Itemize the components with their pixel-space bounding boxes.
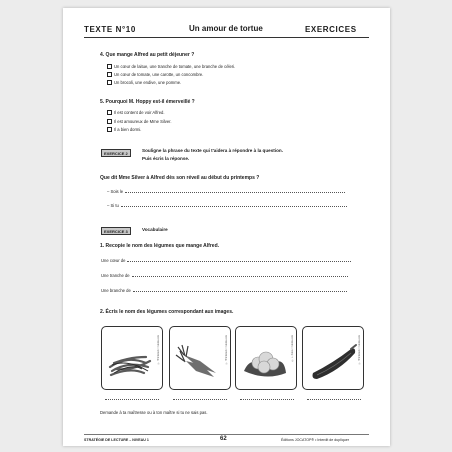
image-zucchini — [302, 326, 364, 390]
vocab-line-1[interactable]: Une cœur de — [101, 258, 351, 263]
exercise-3-question-1: 1. Recopie le nom des légumes que mange Alfred. — [100, 243, 220, 249]
zucchini-icon — [303, 327, 363, 389]
worksheet-page — [63, 8, 390, 446]
footer-right: Éditions JOCATOP® • Interdit de dupliquer — [281, 438, 350, 442]
image-answer-line-3[interactable] — [240, 396, 294, 400]
checkbox[interactable] — [107, 119, 112, 124]
section-label: EXERCICES — [305, 25, 357, 34]
exercise-3-question-2: 2. Écris le nom des légumes correspondant aux images. — [100, 309, 234, 315]
exercise-3-tag: EXERCICE 3 — [101, 227, 131, 235]
dotted-line — [133, 288, 347, 292]
checkbox[interactable] — [107, 64, 112, 69]
q5-option-3[interactable]: Il a bien dormi. — [107, 127, 141, 132]
image-credit-3: © L. Zotov / Fotolia.com — [291, 335, 294, 362]
texte-number: TEXTE N°10 — [84, 25, 136, 34]
answer-line-1[interactable]: – Sois le — [107, 189, 345, 194]
footer-rule — [84, 434, 369, 435]
checkbox[interactable] — [107, 110, 112, 115]
image-answer-line-2[interactable] — [173, 396, 227, 400]
exercise-3-title: Vocabulaire — [142, 227, 168, 232]
page-number: 62 — [220, 436, 227, 442]
exercise-2-question: Que dit Mme Silver à Alfred dès son réveil au début du printemps ? — [100, 175, 260, 181]
q5-option-1[interactable]: Il est content de voir Alfred. — [107, 110, 165, 115]
q4-option-1[interactable]: Un cœur de laitue, une tranche de tomate, une branche de céleri. — [107, 64, 235, 69]
image-credit-1: © Thinkstock / Fotolia.com — [157, 335, 160, 365]
exercise-2-instruction-1: Souligne la phrase du texte qui t'aidera à répondre à la question. — [142, 148, 283, 153]
question-5: 5. Pourquoi M. Hoppy est-il émerveillé ? — [100, 99, 195, 105]
question-4: 4. Que mange Alfred au petit déjeuner ? — [100, 52, 195, 58]
image-green-beans — [101, 326, 163, 390]
q4-option-3[interactable]: Un brocoli, une endive, une pomme. — [107, 80, 181, 85]
image-cauliflower — [235, 326, 297, 390]
image-answer-line-4[interactable] — [307, 396, 361, 400]
checkbox[interactable] — [107, 72, 112, 77]
image-answer-line-1[interactable] — [105, 396, 159, 400]
checkbox[interactable] — [107, 127, 112, 132]
carrots-icon — [170, 327, 230, 389]
footer-left: STRATÉGIE DE LECTURE – NIVEAU 1 — [84, 438, 149, 442]
q4-option-2[interactable]: Un cœur de tomate, une carotte, un concombre. — [107, 72, 203, 77]
q5-option-2[interactable]: Il est amoureux de Mme Silver. — [107, 119, 171, 124]
help-note: Demande à ta maîtresse ou à ton maître si tu ne sais pas. — [100, 410, 208, 415]
answer-line-2[interactable]: – Si tu — [107, 203, 347, 208]
dotted-line — [132, 273, 348, 277]
dotted-line — [127, 258, 351, 262]
checkbox[interactable] — [107, 80, 112, 85]
dotted-line — [125, 189, 345, 193]
green-beans-icon — [102, 327, 162, 389]
dotted-line — [121, 203, 347, 207]
image-credit-4: © Thinkstock / Fotolia.com — [358, 335, 361, 365]
cauliflower-icon — [236, 327, 296, 389]
vocab-line-2[interactable]: Une tranche de — [101, 273, 348, 278]
exercise-2-tag: EXERCICE 2 — [101, 149, 131, 157]
header-rule — [84, 37, 369, 38]
exercise-2-instruction-2: Puis écris la réponse. — [142, 156, 190, 161]
image-carrots — [169, 326, 231, 390]
vocab-line-3[interactable]: Une branche de — [101, 288, 347, 293]
page-title: Un amour de tortue — [189, 24, 263, 33]
image-credit-2: © Thinkstock / Fotolia.com — [225, 335, 228, 365]
